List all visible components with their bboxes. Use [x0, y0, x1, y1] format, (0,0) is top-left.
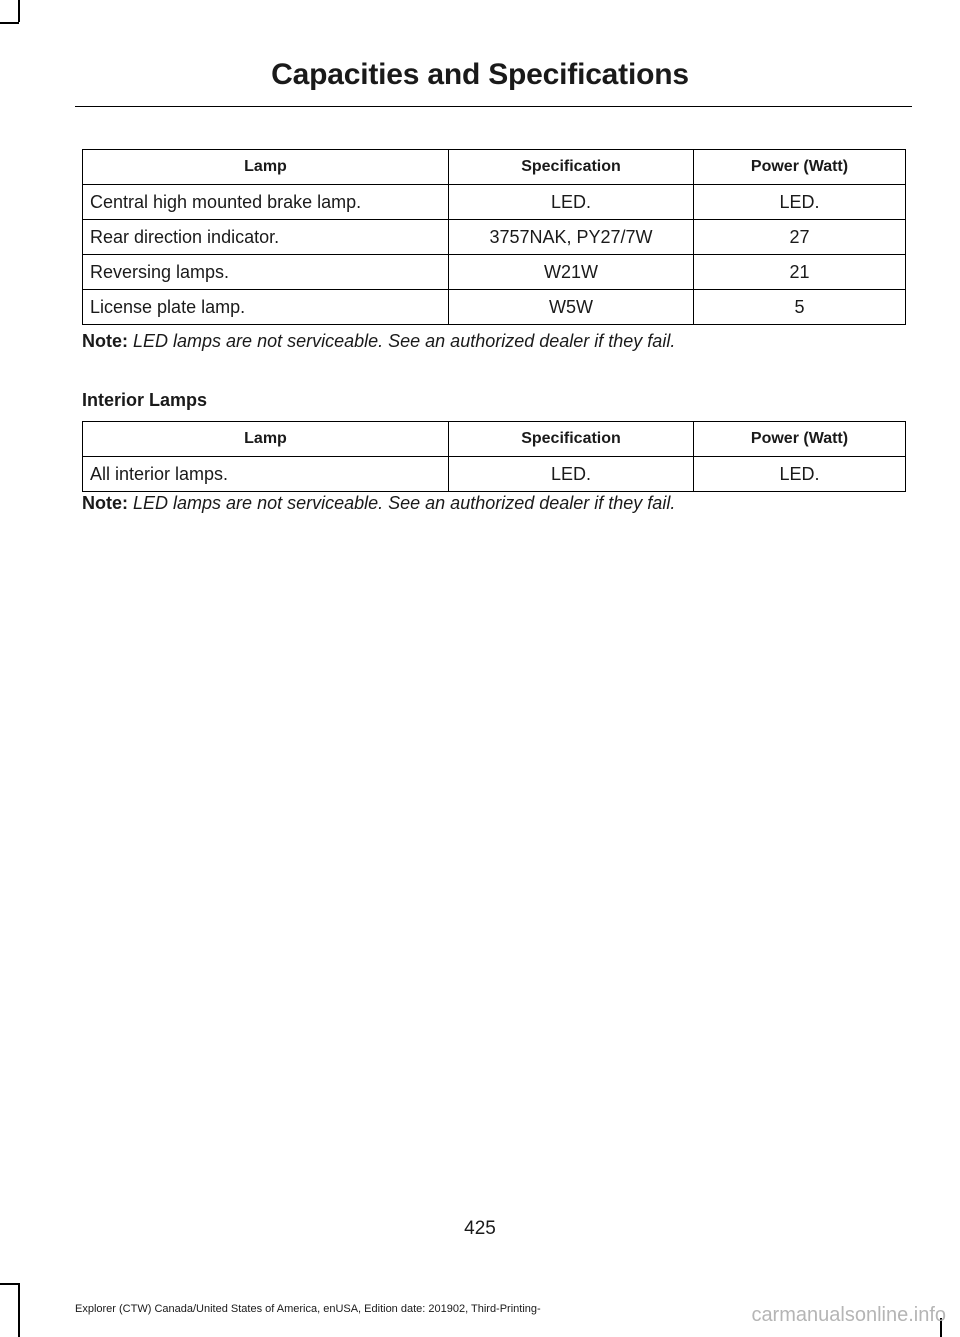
crop-mark-top-left — [18, 0, 20, 22]
cell-power: LED. — [694, 457, 906, 492]
note-label: Note: — [82, 331, 128, 351]
watermark: carmanualsonline.info — [751, 1304, 946, 1326]
cell-specification: LED. — [449, 185, 694, 220]
cell-specification: LED. — [449, 457, 694, 492]
cell-specification: W5W — [449, 290, 694, 325]
cell-lamp: All interior lamps. — [83, 457, 449, 492]
cell-lamp: Central high mounted brake lamp. — [83, 185, 449, 220]
page-number: 425 — [464, 1218, 496, 1239]
crop-mark-bottom-left — [0, 1283, 19, 1285]
table-row — [83, 255, 906, 290]
column-header-power: Power (Watt) — [694, 150, 906, 185]
crop-mark-bottom-left — [18, 1283, 20, 1337]
section-heading-interior-lamps: Interior Lamps — [82, 390, 208, 410]
cell-specification: W21W — [449, 255, 694, 290]
column-header-specification: Specification — [449, 422, 694, 457]
table-row — [83, 185, 906, 220]
exterior-lamps-table — [82, 149, 906, 325]
column-header-lamp: Lamp — [83, 422, 449, 457]
note-text: LED lamps are not serviceable. See an authorized dealer if they fail. — [133, 331, 676, 351]
cell-power: 5 — [694, 290, 906, 325]
column-header-lamp: Lamp — [83, 150, 449, 185]
page-title: Capacities and Specifications — [271, 58, 689, 91]
note-led-service — [82, 331, 675, 352]
footer-edition-info: Explorer (CTW) Canada/United States of America, enUSA, Edition date: 201902, Third-Printing- — [75, 1303, 541, 1315]
cell-lamp: Rear direction indicator. — [83, 220, 449, 255]
table-row — [83, 220, 906, 255]
header-divider — [75, 106, 912, 107]
cell-lamp: License plate lamp. — [83, 290, 449, 325]
column-header-power: Power (Watt) — [694, 422, 906, 457]
cell-power: 21 — [694, 255, 906, 290]
cell-power: LED. — [694, 185, 906, 220]
table-header-row — [83, 422, 906, 457]
note-led-service — [82, 493, 675, 514]
table-row — [83, 457, 906, 492]
table-row — [83, 290, 906, 325]
cell-lamp: Reversing lamps. — [83, 255, 449, 290]
cell-specification: 3757NAK, PY27/7W — [449, 220, 694, 255]
interior-lamps-table — [82, 421, 906, 492]
column-header-specification: Specification — [449, 150, 694, 185]
table-header-row — [83, 150, 906, 185]
note-label: Note: — [82, 493, 128, 513]
crop-mark-top-left — [0, 22, 19, 24]
cell-power: 27 — [694, 220, 906, 255]
note-text: LED lamps are not serviceable. See an authorized dealer if they fail. — [133, 493, 676, 513]
